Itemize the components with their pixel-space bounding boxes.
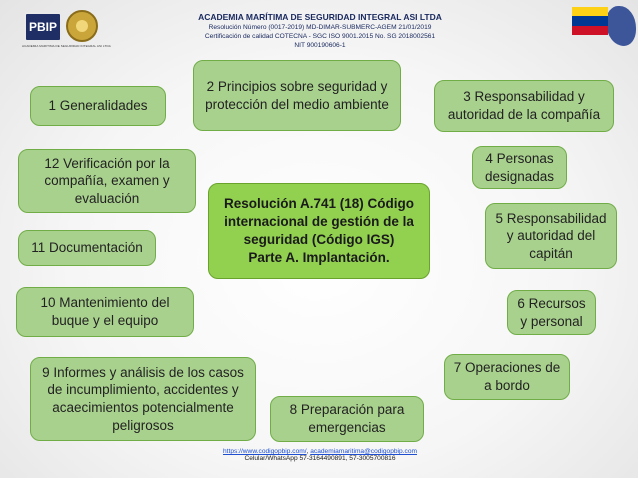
node-1-generalidades: 1 Generalidades <box>30 86 166 126</box>
node-4-personas-designadas: 4 Personas designadas <box>472 146 567 189</box>
flag-stripe-blue <box>572 16 608 25</box>
center-line-3: seguridad (Código IGS) <box>243 232 395 247</box>
header-certification: Certificación de calidad COTECNA - SGC ISO 9001.2015 No. SG 2018002561 <box>204 33 436 40</box>
website-link[interactable]: https://www.codigopbip.com/ <box>223 448 307 455</box>
header-nit: NIT 900190606-1 <box>294 42 346 49</box>
footer-links <box>180 448 460 455</box>
pbip-logo <box>24 12 62 42</box>
node-9-informes: 9 Informes y análisis de los casos de incumplimiento, accidentes y acaecimientos potencialmente peligrosos <box>30 357 256 441</box>
node-12-verificacion: 12 Verificación por la compañía, examen y evaluación <box>18 149 196 213</box>
node-2-principios: 2 Principios sobre seguridad y protección del medio ambiente <box>193 60 401 131</box>
map-icon <box>606 6 636 46</box>
header-title: ACADEMIA MARÍTIMA DE SEGURIDAD INTEGRAL ASI LTDA <box>198 12 442 22</box>
node-3-responsabilidad-compania: 3 Responsabilidad y autoridad de la compañía <box>434 80 614 132</box>
node-6-recursos-personal: 6 Recursos y personal <box>507 290 596 335</box>
center-node <box>208 183 430 279</box>
footer <box>180 448 460 462</box>
flag-stripe-yellow <box>572 7 608 16</box>
flag-stripe-red <box>572 26 608 35</box>
node-7-operaciones-bordo: 7 Operaciones de a bordo <box>444 354 570 400</box>
footer-contact: Celular/WhatsApp 57-3164490891, 57-3005700816 <box>244 455 396 462</box>
node-10-mantenimiento: 10 Mantenimiento del buque y el equipo <box>16 287 194 337</box>
header-resolution: Resolución Número (0017-2019) MD-DIMAR-SUBMERC-AGEM 21/01/2019 <box>208 24 432 31</box>
email-link[interactable]: academiamaritima@codigopbip.com <box>310 448 417 455</box>
node-8-emergencias: 8 Preparación para emergencias <box>270 396 424 442</box>
logo-text: PBIP <box>28 20 57 34</box>
center-line-1: Resolución A.741 (18) Código <box>223 195 415 211</box>
header <box>170 12 470 49</box>
academy-seal-icon <box>66 10 98 42</box>
center-line-2: internacional de gestión de la <box>224 213 414 229</box>
node-5-responsabilidad-capitan: 5 Responsabilidad y autoridad del capitán <box>485 203 617 269</box>
node-11-documentacion: 11 Documentación <box>18 230 156 266</box>
logo-caption: ACADEMIA MARITIMA DE SEGURIDAD INTEGRAL ASI LTDA <box>22 44 111 48</box>
center-line-4: Parte A. Implantación. <box>248 250 390 266</box>
footer-link-separator: , <box>306 448 311 455</box>
colombia-flag-icon <box>572 7 608 35</box>
